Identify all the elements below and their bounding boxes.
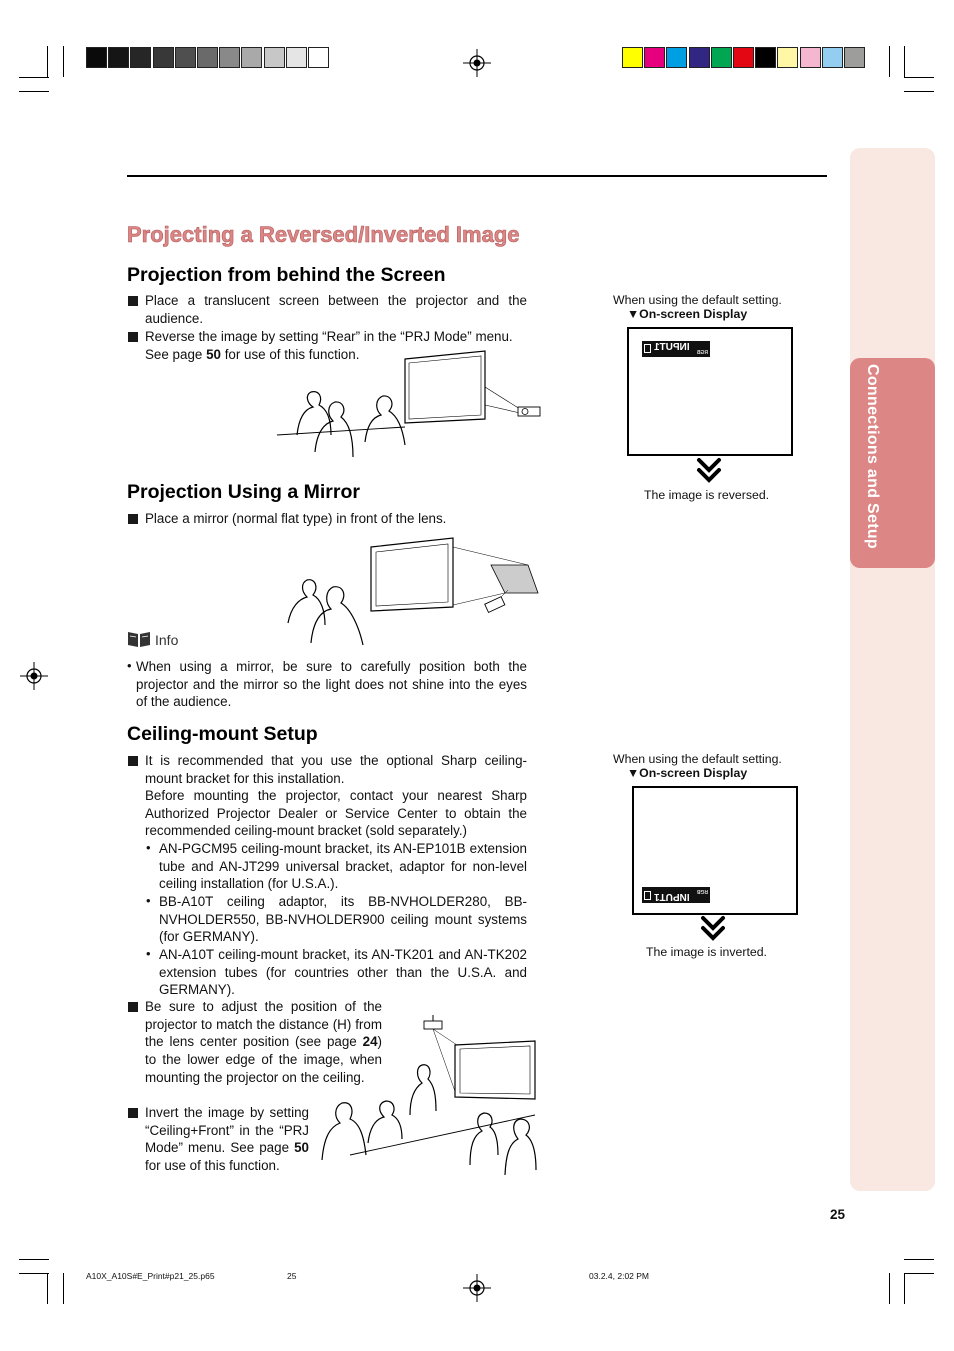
color-swatch: [711, 47, 732, 68]
info-book-icon: [127, 630, 151, 648]
crop-mark: [63, 46, 64, 77]
ceiling-sub-3: AN-A10T ceiling-mount bracket, its AN-TK201 and AN-TK202 extension tubes (for countries other than the U.S.A. and GERMANY).: [159, 947, 527, 998]
osd1-screen: [627, 327, 793, 456]
bullet-square: [128, 1002, 138, 1012]
down-arrow-icon: [700, 914, 726, 949]
text-part: for use of this function.: [220, 346, 360, 362]
color-swatch: [822, 47, 843, 68]
text-part: Reverse the image by setting “Rear” in the “PRJ Mode” menu. See page: [145, 329, 513, 362]
page-title: Projecting a Reversed/Inverted Image: [127, 222, 520, 247]
color-swatch: [689, 47, 710, 68]
osd1-input-badge: [642, 341, 710, 357]
mirror-projection-illustration: [283, 535, 545, 647]
page-ref: 50: [206, 346, 221, 362]
footer-date: 03.2.4, 2:02 PM: [589, 1271, 650, 1281]
crop-mark: [889, 1273, 890, 1304]
crop-mark: [904, 91, 934, 92]
crop-mark: [904, 1259, 934, 1260]
osd2-caption: When using the default setting.: [613, 752, 782, 766]
crop-mark: [904, 46, 905, 77]
crop-mark: [904, 1273, 934, 1274]
input-square-icon: [644, 891, 651, 900]
footer-filename: A10X_A10S#E_Print#p21_25.p65: [86, 1271, 215, 1281]
gray-swatch: [108, 47, 129, 68]
osd2-input-badge: [642, 887, 710, 903]
page-number: 25: [830, 1207, 846, 1222]
osd-badge-sub: RGB: [696, 350, 708, 356]
side-panel: [850, 148, 935, 1191]
crop-mark: [19, 77, 49, 78]
bullet-dot: •: [146, 946, 151, 961]
header-rule: [127, 175, 827, 177]
crop-mark: [19, 1273, 49, 1274]
crop-mark: [19, 1259, 49, 1260]
side-tab-label: Connections and Setup: [864, 364, 881, 549]
color-swatch: [800, 47, 821, 68]
down-arrow-icon: [696, 456, 722, 491]
osd1-caption: When using the default setting.: [613, 293, 782, 307]
section-heading-mirror: Projection Using a Mirror: [127, 481, 360, 503]
osd-badge-text: INPUT1: [654, 891, 690, 902]
ceiling-bullet-1b: Before mounting the projector, contact your nearest Sharp Authorized Projector Dealer or Service Center to obtain the recommended ceiling-mount bracket (sold separately.): [145, 788, 527, 839]
registration-target-icon: [20, 662, 48, 690]
bullet-square: [128, 756, 138, 766]
text-part: Be sure to adjust the position of the projector to match the distance (H) from the lens center position (see page: [145, 999, 382, 1050]
osd-badge-text: INPUT1: [654, 342, 690, 353]
gray-swatch: [219, 47, 240, 68]
page-ref: 50: [294, 1140, 309, 1156]
color-swatch: [666, 47, 687, 68]
section-heading-behind-screen: Projection from behind the Screen: [127, 264, 446, 286]
crop-mark: [47, 46, 48, 77]
registration-target-icon: [463, 1274, 491, 1302]
behind-screen-bullet-1: Place a translucent screen between the projector and the audience.: [145, 293, 527, 326]
bullet-square: [128, 1108, 138, 1118]
bullet-dot: •: [146, 893, 151, 908]
osd1-subcaption: ▼On-screen Display: [627, 307, 748, 321]
crop-mark: [19, 91, 49, 92]
color-swatch: [733, 47, 754, 68]
page-ref: 24: [362, 1034, 378, 1050]
bullet-square: [128, 514, 138, 524]
bullet-square: [128, 296, 138, 306]
gray-swatch: [153, 47, 174, 68]
text-part: Invert the image by setting “Ceiling+Front” in the “PRJ Mode” menu. See page: [145, 1105, 309, 1156]
gray-swatch: [241, 47, 262, 68]
osd1-result: The image is reversed.: [644, 488, 770, 502]
footer-page: 25: [287, 1271, 297, 1281]
info-label: Info: [155, 632, 179, 648]
osd2-result: The image is inverted.: [646, 945, 767, 959]
color-swatch: [755, 47, 776, 68]
info-text: When using a mirror, be sure to carefully position both the projector and the mirror so the light does not shine into the eyes of the audience.: [136, 659, 527, 710]
osd2-subcaption: ▼On-screen Display: [627, 766, 748, 780]
color-swatch: [644, 47, 665, 68]
gray-swatch: [197, 47, 218, 68]
osd2-screen: [632, 786, 798, 915]
bullet-square: [128, 332, 138, 342]
bullet-dot: •: [146, 840, 151, 855]
crop-mark: [889, 46, 890, 77]
input-square-icon: [644, 344, 651, 353]
ceiling-sub-2: BB-A10T ceiling adaptor, its BB-NVHOLDER280, BB-NVHOLDER550, BB-NVHOLDER900 ceiling mount systems (for GERMANY).: [159, 894, 527, 945]
registration-target-icon: [463, 49, 491, 77]
color-swatch: [777, 47, 798, 68]
gray-swatch: [130, 47, 151, 68]
text-part: for use of this function.: [145, 1158, 280, 1174]
mirror-bullet-1: Place a mirror (normal flat type) in front of the lens.: [145, 511, 447, 526]
crop-mark: [47, 1273, 48, 1304]
crop-mark: [63, 1273, 64, 1304]
section-heading-ceiling: Ceiling-mount Setup: [127, 723, 318, 745]
bullet-dot: •: [127, 658, 132, 673]
color-swatch: [622, 47, 643, 68]
rear-projection-illustration: [275, 347, 550, 462]
ceiling-mount-illustration: [310, 1015, 540, 1185]
ceiling-bullet-3: [145, 1104, 309, 1175]
osd-badge-sub: RGB: [696, 888, 708, 894]
gray-swatch: [286, 47, 307, 68]
ceiling-sub-1: AN-PGCM95 ceiling-mount bracket, its AN-EP101B extension tube and AN-JT299 universal bracket, adaptor for non-level ceiling installation (for U.S.A.).: [159, 841, 527, 892]
color-swatch: [844, 47, 865, 68]
crop-mark: [904, 1273, 905, 1304]
gray-swatch: [264, 47, 285, 68]
text-part: ) to the lower edge of the image, when mounting the projector on the ceiling.: [145, 1034, 382, 1085]
crop-mark: [904, 77, 934, 78]
gray-swatch: [86, 47, 107, 68]
gray-swatch: [175, 47, 196, 68]
ceiling-bullet-1a: It is recommended that you use the optional Sharp ceiling-mount bracket for this installation.: [145, 753, 527, 786]
gray-swatch: [308, 47, 329, 68]
